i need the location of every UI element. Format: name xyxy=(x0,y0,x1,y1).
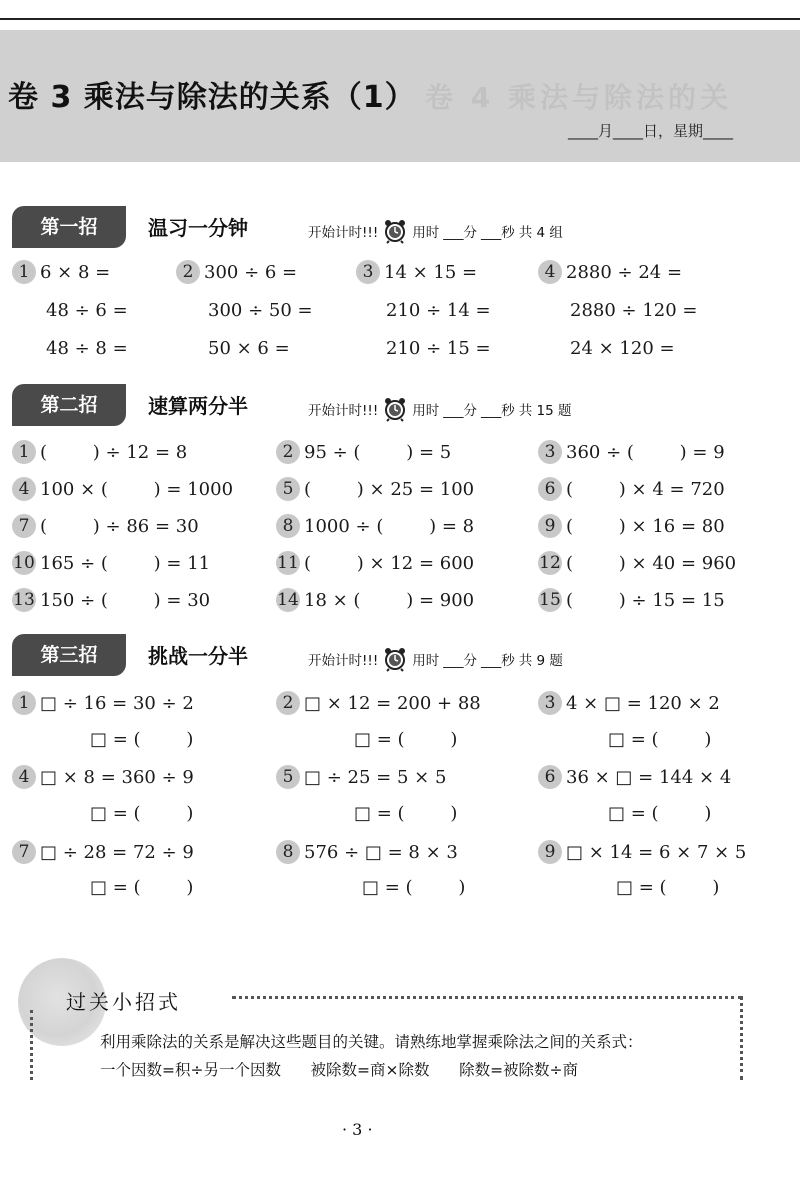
problem-expression: ( ) ÷ 86 = 30 xyxy=(40,515,199,537)
alarm-clock-icon xyxy=(382,646,408,672)
s3-answer-1: □ = ( ) xyxy=(90,729,194,750)
problem-expression: 6 × 8 = xyxy=(40,261,111,283)
timer-second-blank: ___秒 xyxy=(481,653,515,669)
section-name-1: 温习一分钟 xyxy=(148,216,248,240)
s1-item-3 xyxy=(356,260,477,284)
problem-expression: □ ÷ 25 = 5 × 5 xyxy=(304,766,447,788)
timer-second-blank: ___秒 xyxy=(481,225,515,241)
problem-expression: 360 ÷ ( ) = 9 xyxy=(566,441,725,463)
item-number: 9 xyxy=(538,840,562,864)
problem-expression: ( ) × 25 = 100 xyxy=(304,478,475,500)
section-tag-1: 第一招 xyxy=(12,206,126,248)
timer-used-label: 用时 xyxy=(412,225,440,241)
s2-item-13 xyxy=(12,588,210,612)
timer-minute-blank: ___分 xyxy=(443,403,477,419)
problem-expression: □ ÷ 16 = 30 ÷ 2 xyxy=(40,692,194,714)
page-number: · 3 · xyxy=(342,1120,373,1139)
s3-item-7 xyxy=(12,840,194,864)
problem-expression: □ × 14 = 6 × 7 × 5 xyxy=(566,841,747,863)
s2-item-1 xyxy=(12,440,187,464)
item-number: 2 xyxy=(276,691,300,715)
item-number: 7 xyxy=(12,514,36,538)
s2-item-12 xyxy=(538,551,736,575)
timer-used-label: 用时 xyxy=(412,403,440,419)
item-number: 4 xyxy=(12,477,36,501)
s2-item-2 xyxy=(276,440,451,464)
item-number: 11 xyxy=(277,553,299,573)
item-number: 3 xyxy=(538,440,562,464)
s3-answer-9: □ = ( ) xyxy=(616,877,720,898)
s2-item-14 xyxy=(276,588,474,612)
timer-total-label: 共 9 题 xyxy=(518,653,563,669)
problem-expression: ( ) ÷ 15 = 15 xyxy=(566,589,725,611)
s3-answer-5: □ = ( ) xyxy=(354,803,458,824)
timer-2 xyxy=(308,396,572,422)
s3-item-2 xyxy=(276,691,481,715)
timer-used-label: 用时 xyxy=(412,653,440,669)
s3-item-4 xyxy=(12,765,194,789)
problem-expression: ( ) × 4 = 720 xyxy=(566,478,725,500)
item-number: 2 xyxy=(176,260,200,284)
alarm-clock-icon xyxy=(382,396,408,422)
timer-minute-blank: ___分 xyxy=(443,225,477,241)
s3-answer-4: □ = ( ) xyxy=(90,803,194,824)
s1-item-1-line-2: 48 ÷ 6 = xyxy=(46,300,128,321)
item-number: 4 xyxy=(12,765,36,789)
s3-item-8 xyxy=(276,840,458,864)
problem-expression: □ × 12 = 200 + 88 xyxy=(304,692,481,714)
s2-item-10 xyxy=(12,551,210,575)
s1-item-3-line-2: 210 ÷ 14 = xyxy=(386,300,491,321)
s1-item-4-line-2: 2880 ÷ 120 = xyxy=(570,300,698,321)
item-number: 10 xyxy=(13,553,35,573)
s2-item-8 xyxy=(276,514,474,538)
section-name-2: 速算两分半 xyxy=(148,394,248,418)
s3-answer-8: □ = ( ) xyxy=(362,877,466,898)
s2-item-7 xyxy=(12,514,199,538)
item-number: 7 xyxy=(12,840,36,864)
item-number: 1 xyxy=(12,691,36,715)
tips-dotted-border-left xyxy=(30,1010,33,1080)
problem-expression: □ × 8 = 360 ÷ 9 xyxy=(40,766,194,788)
s3-item-5 xyxy=(276,765,446,789)
timer-minute-blank: ___分 xyxy=(443,653,477,669)
s3-item-3 xyxy=(538,691,720,715)
item-number: 9 xyxy=(538,514,562,538)
section-tag-3: 第三招 xyxy=(12,634,126,676)
s2-item-3 xyxy=(538,440,725,464)
item-number: 2 xyxy=(276,440,300,464)
problem-expression: ( ) × 12 = 600 xyxy=(304,552,475,574)
timer-second-blank: ___秒 xyxy=(481,403,515,419)
item-number: 4 xyxy=(538,260,562,284)
problem-expression: ( ) × 40 = 960 xyxy=(566,552,737,574)
s3-item-6 xyxy=(538,765,731,789)
section-tag-2: 第二招 xyxy=(12,384,126,426)
s1-item-3-line-3: 210 ÷ 15 = xyxy=(386,338,491,359)
problem-expression: 18 × ( ) = 900 xyxy=(304,589,475,611)
item-number: 14 xyxy=(277,590,299,610)
problem-expression: □ ÷ 28 = 72 ÷ 9 xyxy=(40,841,194,863)
item-number: 1 xyxy=(12,260,36,284)
s1-item-2-line-3: 50 × 6 = xyxy=(208,338,290,359)
s1-item-4 xyxy=(538,260,682,284)
problem-expression: 4 × □ = 120 × 2 xyxy=(566,692,720,714)
s3-item-9 xyxy=(538,840,746,864)
timer-3 xyxy=(308,646,563,672)
item-number: 13 xyxy=(13,590,35,610)
s2-item-5 xyxy=(276,477,474,501)
timer-total-label: 共 15 题 xyxy=(518,403,572,419)
problem-expression: 300 ÷ 6 = xyxy=(204,261,298,283)
problem-expression: 95 ÷ ( ) = 5 xyxy=(304,441,452,463)
problem-expression: 2880 ÷ 24 = xyxy=(566,261,683,283)
item-number: 5 xyxy=(276,477,300,501)
timer-total-label: 共 4 组 xyxy=(518,225,563,241)
s2-item-6 xyxy=(538,477,725,501)
date-line: ____月____日，星期____ xyxy=(568,122,734,140)
item-number: 1 xyxy=(12,440,36,464)
item-number: 12 xyxy=(539,553,561,573)
problem-expression: 100 × ( ) = 1000 xyxy=(40,478,234,500)
s3-answer-2: □ = ( ) xyxy=(354,729,458,750)
s2-item-9 xyxy=(538,514,725,538)
item-number: 8 xyxy=(276,840,300,864)
s2-item-11 xyxy=(276,551,474,575)
s3-answer-6: □ = ( ) xyxy=(608,803,712,824)
item-number: 5 xyxy=(276,765,300,789)
problem-expression: 165 ÷ ( ) = 11 xyxy=(40,552,211,574)
item-number: 8 xyxy=(276,514,300,538)
s1-item-1 xyxy=(12,260,110,284)
timer-start-label: 开始计时!!! xyxy=(308,653,379,669)
s1-item-2-line-2: 300 ÷ 50 = xyxy=(208,300,313,321)
s1-item-4-line-3: 24 × 120 = xyxy=(570,338,675,359)
problem-expression: 576 ÷ □ = 8 × 3 xyxy=(304,841,458,863)
s2-item-4 xyxy=(12,477,233,501)
item-number: 6 xyxy=(538,477,562,501)
item-number: 6 xyxy=(538,765,562,789)
s2-item-15 xyxy=(538,588,725,612)
alarm-clock-icon xyxy=(382,218,408,244)
item-number: 15 xyxy=(539,590,561,610)
problem-expression: ( ) × 16 = 80 xyxy=(566,515,725,537)
tips-line-2: 一个因数=积÷另一个因数 被除数=商×除数 除数=被除数÷商 xyxy=(100,1061,579,1079)
tips-dotted-border-top xyxy=(232,996,742,999)
section-name-3: 挑战一分半 xyxy=(148,644,248,668)
tips-dotted-border-right xyxy=(740,996,743,1080)
problem-expression: 36 × □ = 144 × 4 xyxy=(566,766,732,788)
timer-start-label: 开始计时!!! xyxy=(308,403,379,419)
s3-answer-3: □ = ( ) xyxy=(608,729,712,750)
tips-title: 过关小招式 xyxy=(66,990,181,1014)
problem-expression: 1000 ÷ ( ) = 8 xyxy=(304,515,475,537)
problem-expression: 150 ÷ ( ) = 30 xyxy=(40,589,211,611)
page-title: 卷 3 乘法与除法的关系（1） xyxy=(8,80,416,115)
problem-expression: ( ) ÷ 12 = 8 xyxy=(40,441,188,463)
tips-line-1: 利用乘除法的关系是解决这些题目的关键。请熟练地掌握乘除法之间的关系式： xyxy=(100,1033,643,1051)
top-border xyxy=(0,18,800,20)
s3-answer-7: □ = ( ) xyxy=(90,877,194,898)
problem-expression: 14 × 15 = xyxy=(384,261,478,283)
bleed-through-title: 卷 4 乘法与除法的关 xyxy=(425,81,732,114)
s3-item-1 xyxy=(12,691,194,715)
s1-item-1-line-3: 48 ÷ 8 = xyxy=(46,338,128,359)
s1-item-2 xyxy=(176,260,297,284)
item-number: 3 xyxy=(538,691,562,715)
timer-start-label: 开始计时!!! xyxy=(308,225,379,241)
item-number: 3 xyxy=(356,260,380,284)
timer-1 xyxy=(308,218,563,244)
